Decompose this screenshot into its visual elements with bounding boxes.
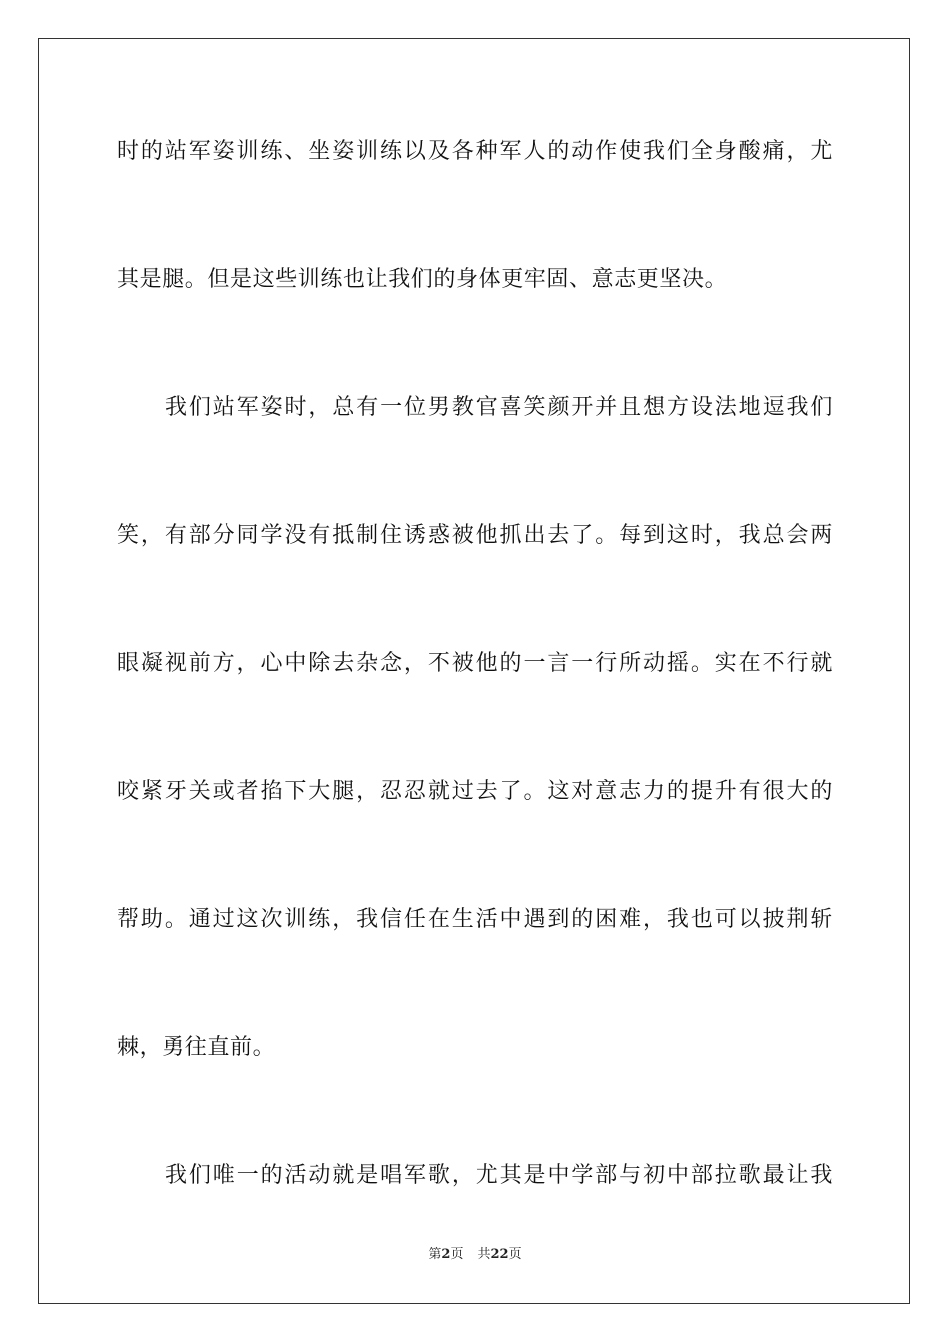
paragraph-first-line: 我们站军姿时，总有一位男教官喜笑颜开并且想方设法地逗我们 (165, 395, 833, 420)
total-prefix: 共 (477, 1247, 491, 1262)
text-line: 咬紧牙关或者掐下大腿，忍忍就过去了。这对意志力的提升有很大的 (117, 779, 833, 804)
page-footer (0, 1246, 950, 1264)
page-prefix: 第 (428, 1247, 442, 1262)
text-line: 眼凝视前方，心中除去杂念，不被他的一言一行所动摇。实在不行就 (117, 651, 833, 676)
text-line: 笑，有部分同学没有抵制住诱惑被他抓出去了。每到这时，我总会两 (117, 523, 833, 548)
text-line: 其是腿。但是这些训练也让我们的身体更牢固、意志更坚决。 (117, 267, 728, 292)
total-suffix: 页 (508, 1247, 522, 1262)
text-line: 时的站军姿训练、坐姿训练以及各种军人的动作使我们全身酸痛，尤 (117, 139, 833, 164)
page-number: 2 (441, 1247, 451, 1262)
total-pages: 22 (490, 1247, 509, 1262)
paragraph-first-line: 我们唯一的活动就是唱军歌，尤其是中学部与初中部拉歌最让我 (165, 1163, 833, 1188)
text-line: 帮助。通过这次训练，我信任在生活中遇到的困难，我也可以披荆斩 (117, 907, 833, 932)
page-suffix: 页 (450, 1247, 464, 1262)
text-line: 棘，勇往直前。 (117, 1035, 276, 1060)
